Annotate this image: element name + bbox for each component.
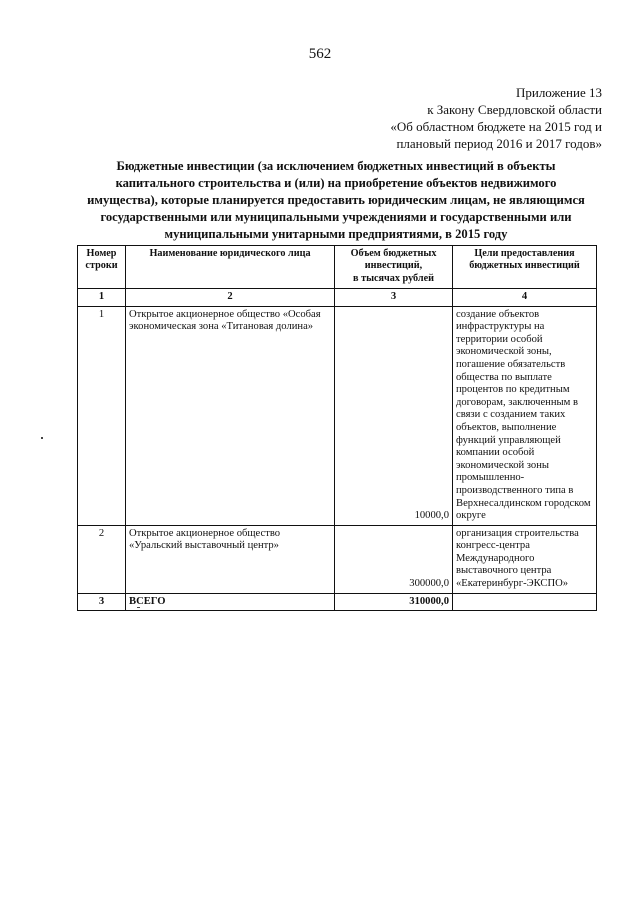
total-row [78, 593, 597, 611]
document-title [78, 158, 594, 243]
column-number: 1 [78, 289, 126, 307]
column-numbers-row [78, 289, 597, 307]
entity-name: Открытое акционерное общество «Уральский выставочный центр» [126, 525, 335, 593]
title-line: имущества), которые планируется предоставить юридическим лицам, не являющимся [87, 193, 585, 207]
investment-volume: 300000,0 [335, 525, 453, 593]
scan-speck [41, 437, 43, 439]
row-number: 3 [78, 593, 126, 611]
appendix-note [390, 84, 602, 152]
header-row-number: Номер строки [78, 246, 126, 289]
investment-goal: создание объектов инфраструктуры на территории особой экономической зоны, погашение обязательств общества по выплате процентов по кредитным договорам, заключенным в связи с созданием таких объектов, выполнение функций управляющей компании особой экономической зоны промышленно- производственного типа в Верхнесалдинском городском округе [453, 306, 597, 525]
investments-table [77, 245, 597, 611]
header-investment-volume: Объем бюджетных инвестиций, в тысячах рублей [335, 246, 453, 289]
appendix-line: Приложение 13 [515, 85, 602, 100]
header-investment-goals: Цели предоставления бюджетных инвестиций [453, 246, 597, 289]
total-volume: 310000,0 [335, 593, 453, 611]
header-entity-name: Наименование юридического лица [126, 246, 335, 289]
scan-speck [137, 607, 140, 608]
total-goal-empty [453, 593, 597, 611]
title-line: капитального строительства и (или) на приобретение объектов недвижимого [115, 176, 557, 190]
title-line: Бюджетные инвестиции (за исключением бюджетных инвестиций в объекты [116, 159, 556, 173]
page-number: 562 [308, 46, 332, 62]
entity-name: Открытое акционерное общество «Особая экономическая зона «Титановая долина» [126, 306, 335, 525]
table-row [78, 525, 597, 593]
title-line: муниципальными унитарными предприятиями, в 2015 году [164, 227, 508, 241]
appendix-line: к Закону Свердловской области [427, 102, 602, 117]
appendix-line: плановый период 2016 и 2017 годов» [396, 136, 602, 151]
column-number: 4 [453, 289, 597, 307]
appendix-line: «Об областном бюджете на 2015 год и [390, 119, 602, 134]
table-header-row [78, 246, 597, 289]
column-number: 3 [335, 289, 453, 307]
table-row [78, 306, 597, 525]
total-label: ВСЕГО [126, 593, 335, 611]
investment-goal: организация строительства конгресс-центра Международного выставочного центра «Екатеринбург-ЭКСПО» [453, 525, 597, 593]
title-line: государственными или муниципальными учреждениями и государственными или [100, 210, 572, 224]
investment-volume: 10000,0 [335, 306, 453, 525]
column-number: 2 [126, 289, 335, 307]
row-number: 2 [78, 525, 126, 593]
row-number: 1 [78, 306, 126, 525]
